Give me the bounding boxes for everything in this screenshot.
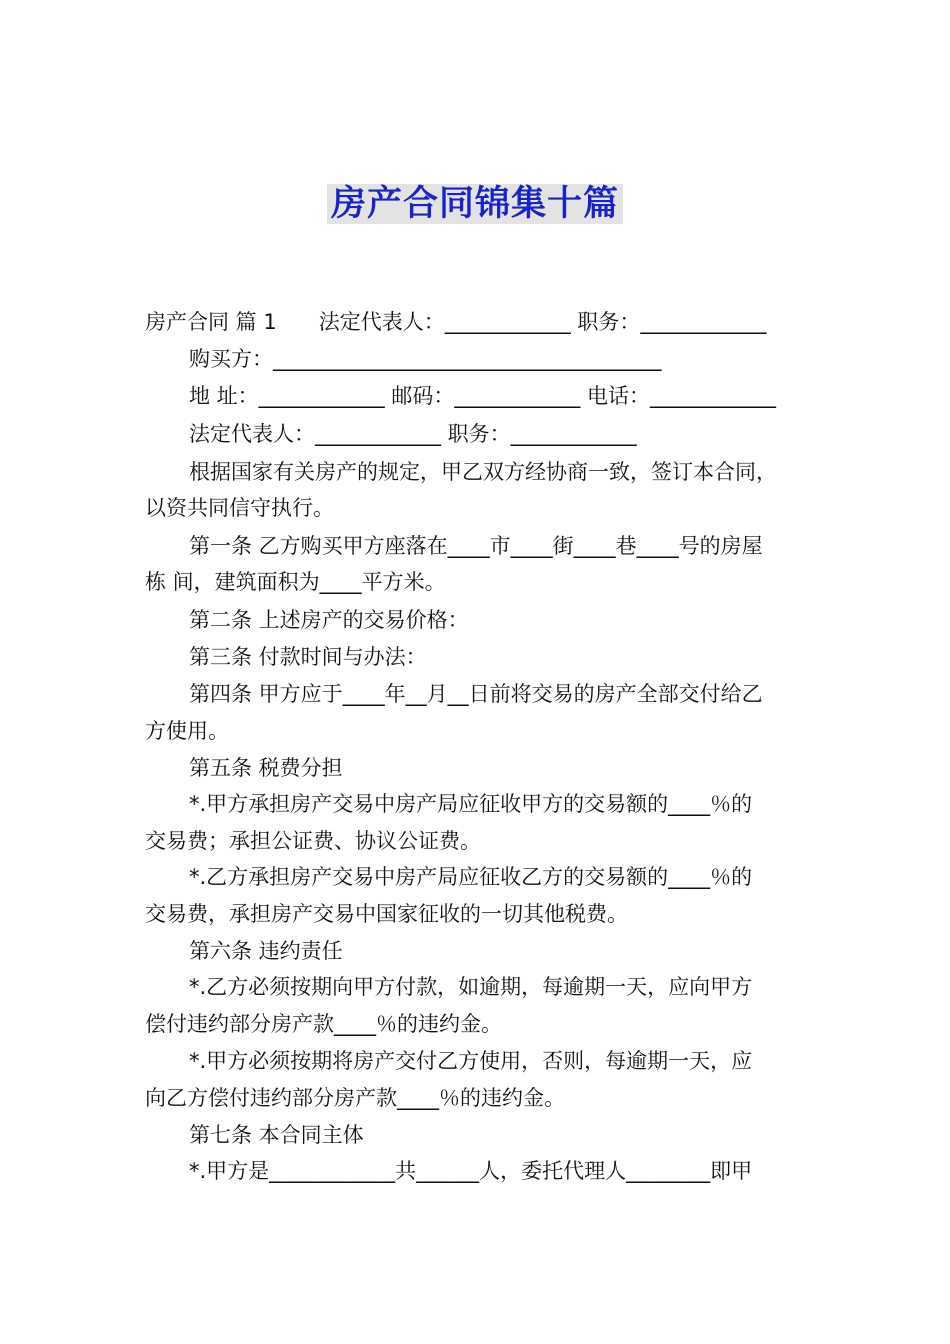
paragraph-line: *.乙方承担房产交易中房产局应征收乙方的交易额的____％的	[189, 865, 753, 889]
contract-header-line: 房产合同 篇 1 法定代表人：____________ 职务：____________	[145, 310, 767, 334]
document-title-block	[0, 176, 950, 226]
legal-rep-line: 法定代表人：____________ 职务：____________	[189, 422, 637, 446]
paragraph-line: 第七条 本合同主体	[189, 1123, 364, 1147]
paragraph-line: 根据国家有关房产的规定，甲乙双方经协商一致，签订本合同，	[189, 460, 777, 484]
paragraph-line: 向乙方偿付违约部分房产款____％的违约金。	[145, 1086, 565, 1110]
paragraph-line: 栋 间，建筑面积为____平方米。	[145, 570, 446, 594]
paragraph-line: 交易费；承担公证费、协议公证费。	[145, 829, 481, 853]
document-title: 房产合同锦集十篇	[327, 184, 623, 224]
address-line: 地 址：____________ 邮码：____________ 电话：____________	[189, 384, 777, 408]
paragraph-line: 第三条 付款时间与办法：	[189, 645, 427, 669]
paragraph-line: 方使用。	[145, 719, 229, 743]
paragraph-line: 以资共同信守执行。	[145, 496, 334, 520]
buyer-line: 购买方：_____________________________________	[189, 347, 662, 371]
paragraph-line: 偿付违约部分房产款____％的违约金。	[145, 1012, 502, 1036]
paragraph-line: 第六条 违约责任	[189, 939, 343, 963]
paragraph-line: *.乙方必须按期向甲方付款，如逾期，每逾期一天，应向甲方	[189, 975, 753, 999]
paragraph-line: 第四条 甲方应于____年__月__日前将交易的房产全部交付给乙	[189, 682, 763, 706]
paragraph-line: *.甲方是____________共______人，委托代理人________即甲	[189, 1159, 753, 1183]
paragraph-line: *.甲方必须按期将房产交付乙方使用，否则，每逾期一天，应	[189, 1049, 753, 1073]
paragraph-line: 第五条 税费分担	[189, 756, 343, 780]
paragraph-line: 第一条 乙方购买甲方座落在____市____街____巷____号的房屋	[189, 534, 763, 558]
paragraph-line: 交易费，承担房产交易中国家征收的一切其他税费。	[145, 902, 628, 926]
paragraph-line: 第二条 上述房产的交易价格：	[189, 608, 469, 632]
paragraph-line: *.甲方承担房产交易中房产局应征收甲方的交易额的____％的	[189, 792, 753, 816]
